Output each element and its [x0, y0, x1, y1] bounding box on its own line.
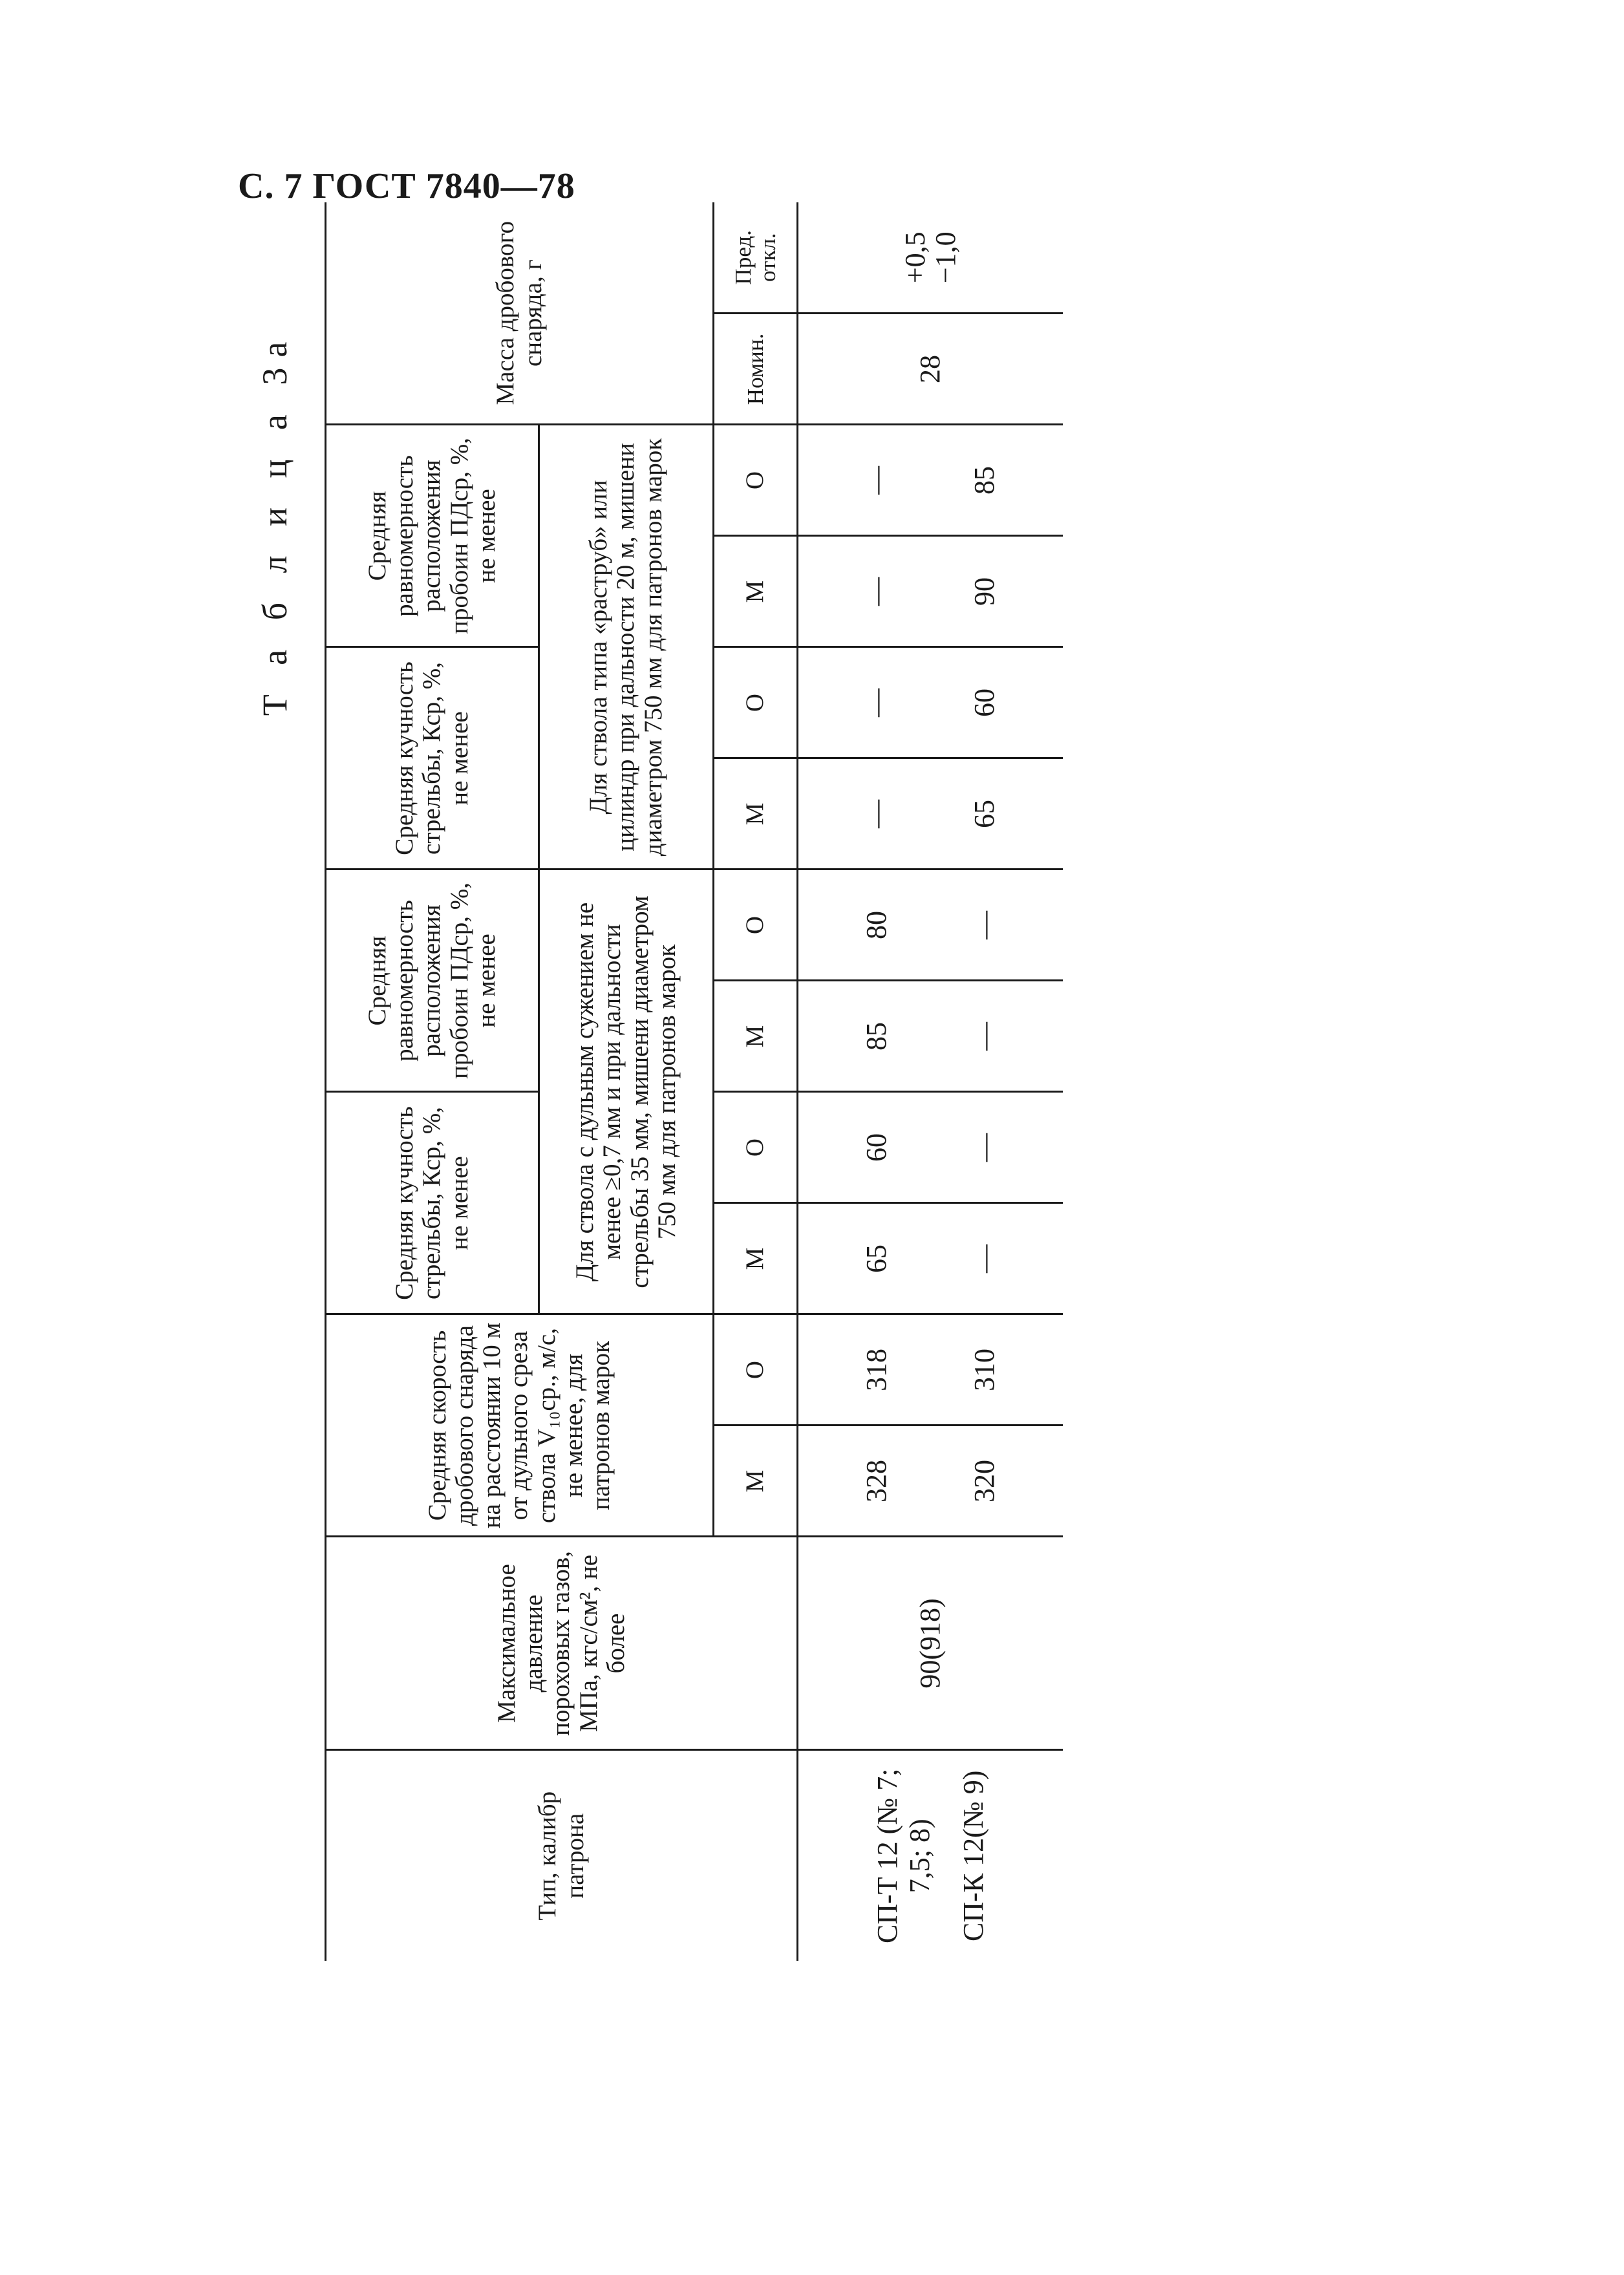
mark-velocity-o: О: [714, 1314, 798, 1426]
row1-vel-m: 328: [860, 1460, 892, 1502]
header-uniformity-2: Средняя равномерность расположения пробоин ПДср, %, не менее: [326, 425, 539, 647]
cell-d2-o: [798, 647, 1063, 758]
header-pressure: Максимальное давление пороховых газов, МПа, кгс/см², не более: [326, 1537, 798, 1750]
row2-d1-o: —: [968, 1133, 1001, 1162]
cell-mass-nominal: 28: [798, 314, 1063, 425]
row1-u2-m: —: [860, 577, 892, 606]
mark-u2-m: М: [714, 536, 798, 647]
row2-vel-m: 320: [968, 1460, 1001, 1502]
header-mass: Масса дробового снаряда, г: [326, 202, 714, 425]
row2-u1-o: —: [968, 910, 1001, 939]
table-title: Т а б л и ц а 3а: [255, 331, 294, 716]
cell-u1-m: [798, 981, 1063, 1092]
header-uniformity-1: Средняя равномерность расположения пробоин ПДср, %, не менее: [326, 870, 539, 1092]
header-density-1: Средняя кучность стрельбы, Кср, %, не менее: [326, 1092, 539, 1314]
row1-u1-o: 80: [860, 910, 892, 939]
mark-d1-o: О: [714, 1092, 798, 1203]
header-velocity: Средняя скорость дробового снаряда на расстоянии 10 м от дульного среза ствола V₁₀ср., м/с, не менее, для патронов марок: [326, 1314, 714, 1537]
mark-d2-m: М: [714, 758, 798, 870]
condition-choke: Для ствола с дульным сужением не менее ≥0,7 мм и при дальности стрельбы 35 мм, мишени диаметром 750 мм для патронов марок: [539, 870, 714, 1314]
mark-u1-o: О: [714, 870, 798, 981]
row2-u2-o: 85: [968, 465, 1001, 495]
row1-d1-o: 60: [860, 1133, 892, 1162]
cell-u2-m: [798, 536, 1063, 647]
cell-d1-m: [798, 1203, 1063, 1314]
cell-u1-o: [798, 870, 1063, 981]
page-header: С. 7 ГОСТ 7840—78: [238, 166, 575, 206]
cell-mass-deviation: +0,5 −1,0: [798, 202, 1063, 314]
mark-d1-m: М: [714, 1203, 798, 1314]
spec-table: [325, 202, 1063, 1961]
row2-vel-o: 310: [968, 1349, 1001, 1391]
row1-d1-m: 65: [860, 1244, 892, 1273]
cell-velocity-m: [798, 1426, 1063, 1537]
row-type-2: СП-К 12(№ 9): [957, 1770, 989, 1941]
header-type: Тип, калибр патрона: [326, 1750, 798, 1961]
row2-u2-m: 90: [968, 577, 1001, 606]
cell-pressure: 90(918): [798, 1537, 1063, 1750]
row1-u1-m: 85: [860, 1021, 892, 1051]
rotated-table: [325, 220, 1062, 1961]
mark-u2-o: О: [714, 425, 798, 536]
row-type-1: СП-Т 12 (№ 7; 7,5; 8): [871, 1768, 935, 1944]
header-mass-deviation: Пред. откл.: [714, 202, 798, 314]
cell-velocity-o: [798, 1314, 1063, 1426]
row1-d2-m: —: [860, 799, 892, 828]
row2-d1-m: —: [968, 1244, 1001, 1273]
row1-d2-o: —: [860, 688, 892, 717]
mark-u1-m: М: [714, 981, 798, 1092]
row2-d2-m: 65: [968, 799, 1001, 828]
cell-d1-o: [798, 1092, 1063, 1203]
header-mass-nominal: Номин.: [714, 314, 798, 425]
condition-cylinder: Для ствола типа «раструб» или цилиндр при дальности 20 м, мишени диаметром 750 мм для патронов марок: [539, 425, 714, 870]
cell-d2-m: [798, 758, 1063, 870]
cell-u2-o: [798, 425, 1063, 536]
mark-d2-o: О: [714, 647, 798, 758]
cell-types: [798, 1750, 1063, 1961]
row1-vel-o: 318: [860, 1349, 892, 1391]
header-density-2: Средняя кучность стрельбы, Кср, %, не менее: [326, 647, 539, 870]
row2-u1-m: —: [968, 1021, 1001, 1051]
row1-u2-o: —: [860, 465, 892, 495]
mark-velocity-m: М: [714, 1426, 798, 1537]
row2-d2-o: 60: [968, 688, 1001, 717]
